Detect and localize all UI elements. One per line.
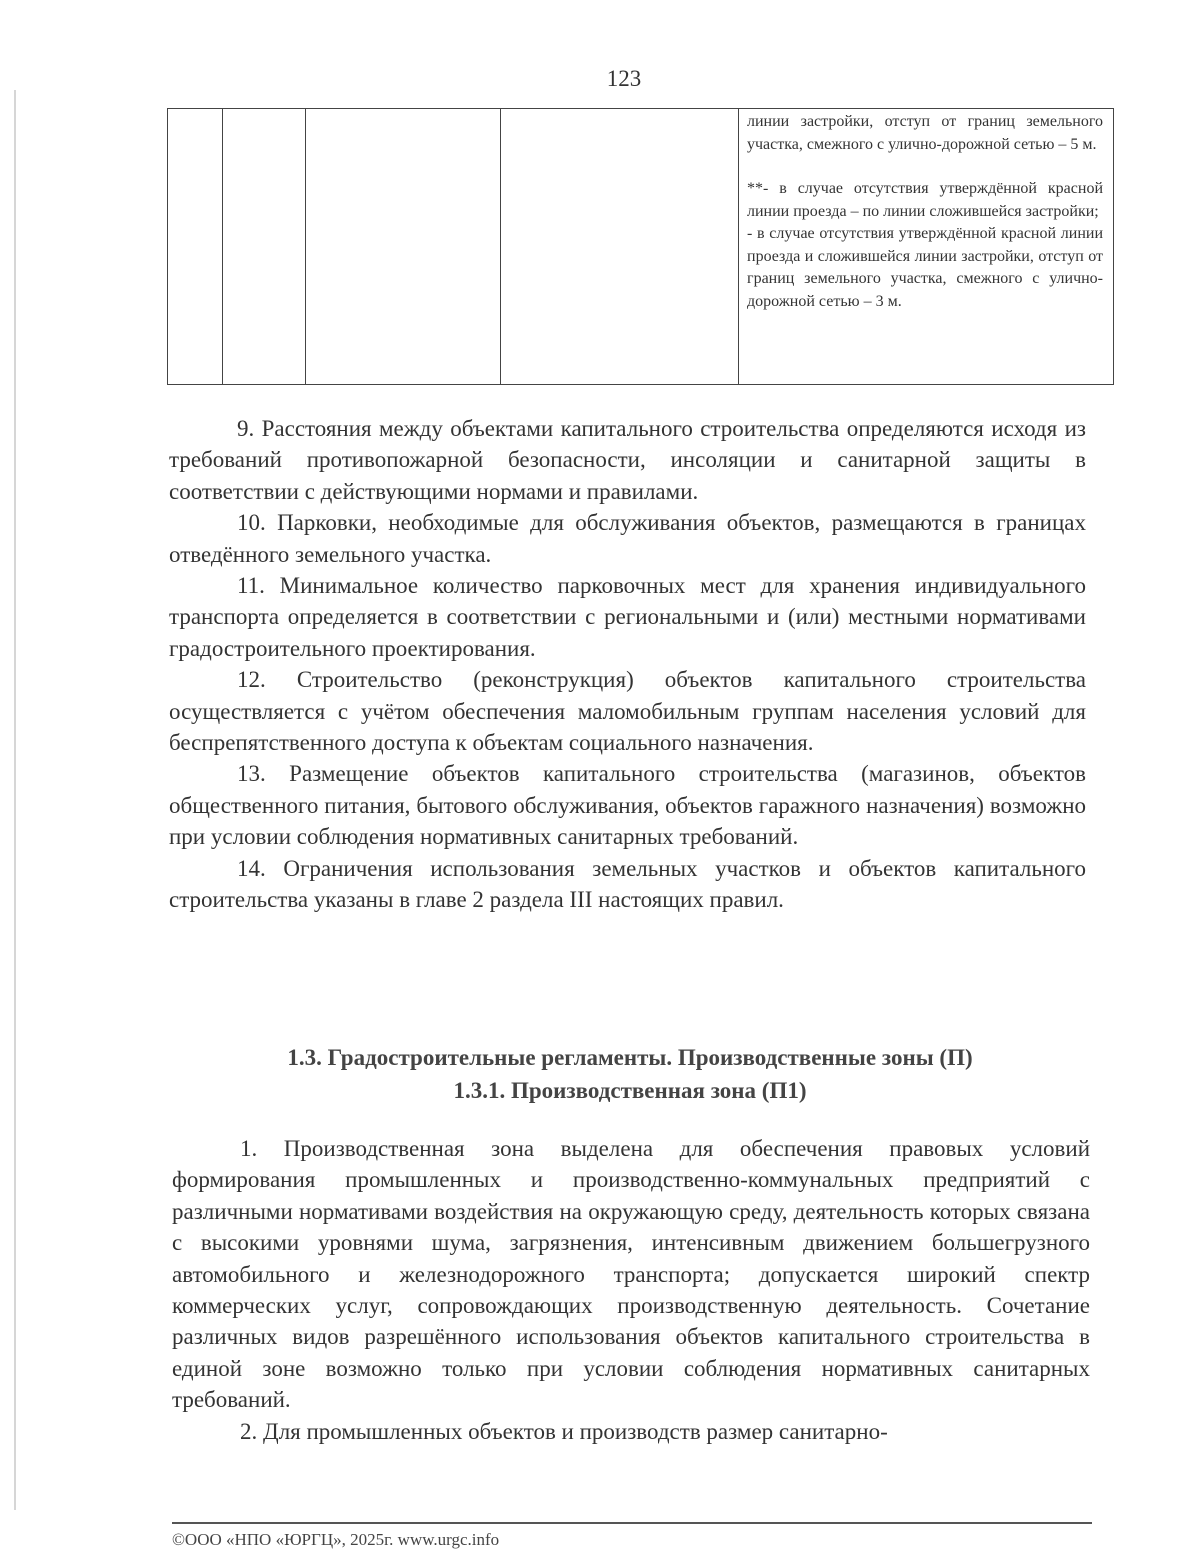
table-cell-2 xyxy=(223,109,306,385)
scan-edge-mark xyxy=(14,90,16,1510)
paragraph-11: 11. Минимальное количество парковочных мест для хранения индивидуального транспорта определяется в соответствии с региональными и (или) местными нормативами градостроительного проектирования. xyxy=(169,573,1086,661)
footer-divider xyxy=(172,1522,1092,1524)
table-note-2: **- в случае отсутствия утверждённой красной линии проезда – по линии сложившейся застройки; xyxy=(747,180,1103,220)
section-heading: 1.3. Градостроительные регламенты. Производственные зоны (П) xyxy=(287,1045,973,1070)
paragraph-14: 14. Ограничения использования земельных участков и объектов капитального строительства указаны в главе 2 раздела III настоящих правил. xyxy=(169,855,1086,913)
section-headings xyxy=(170,1041,1090,1107)
table-cell-1 xyxy=(168,109,223,385)
page-number: 123 xyxy=(606,66,642,91)
footer-copyright: ©ООО «НПО «ЮРГЦ», 2025г. www.urgc.info xyxy=(172,1530,500,1549)
table-note-3: - в случае отсутствия утверждённой красной линии проезда и сложившейся линии застройки, отступ от границ земельного участка, смежного с улично-дорожной сетью – 3 м. xyxy=(747,225,1103,310)
paragraph-9: 9. Расстояния между объектами капитального строительства определяются исходя из требований противопожарной безопасности, инсоляции и санитарной защиты в соответствии с действующими нормами и правилами. xyxy=(169,416,1086,504)
paragraph-10: 10. Парковки, необходимые для обслуживания объектов, размещаются в границах отведённого земельного участка. xyxy=(169,510,1086,567)
subsection-heading: 1.3.1. Производственная зона (П1) xyxy=(453,1078,807,1103)
table-note-1: линии застройки, отступ от границ земельного участка, смежного с улично-дорожной сетью – 5 м. xyxy=(747,113,1103,153)
table-cell-3 xyxy=(306,109,501,385)
paragraph-1: 1. Производственная зона выделена для обеспечения правовых условий формирования промышленных и производственно-коммунальных предприятий с различными нормативами воздействия на окружающую среду, деятельность которых связана с высокими уровнями шума, загрязнения, интенсивным движением большегрузного автомобильного и железнодорожного транспорта; допускается широкий спектр коммерческих услуг, сопровождающих производственную деятельность. Сочетание различных видов разрешённого использования объектов капитального строительства в единой зоне возможно только при условии соблюдения нормативных санитарных требований. xyxy=(172,1136,1090,1413)
paragraph-13: 13. Размещение объектов капитального строительства (магазинов, объектов общественного питания, бытового обслуживания, объектов гаражного назначения) возможно при условии соблюдения нормативных санитарных требований. xyxy=(169,761,1086,850)
table-row xyxy=(168,109,1114,385)
table-cell-4 xyxy=(501,109,739,385)
paragraph-12: 12. Строительство (реконструкция) объектов капитального строительства осуществляется с учётом обеспечения маломобильным группам населения условий для беспрепятственного доступа к объектам социального назначения. xyxy=(169,667,1086,756)
body-text-block-1 xyxy=(169,413,1086,916)
continued-table xyxy=(167,108,1114,385)
paragraph-2: 2. Для промышленных объектов и производств размер санитарно- xyxy=(240,1418,888,1444)
body-text-block-2 xyxy=(172,1133,1090,1447)
table-cell-notes xyxy=(739,109,1114,385)
